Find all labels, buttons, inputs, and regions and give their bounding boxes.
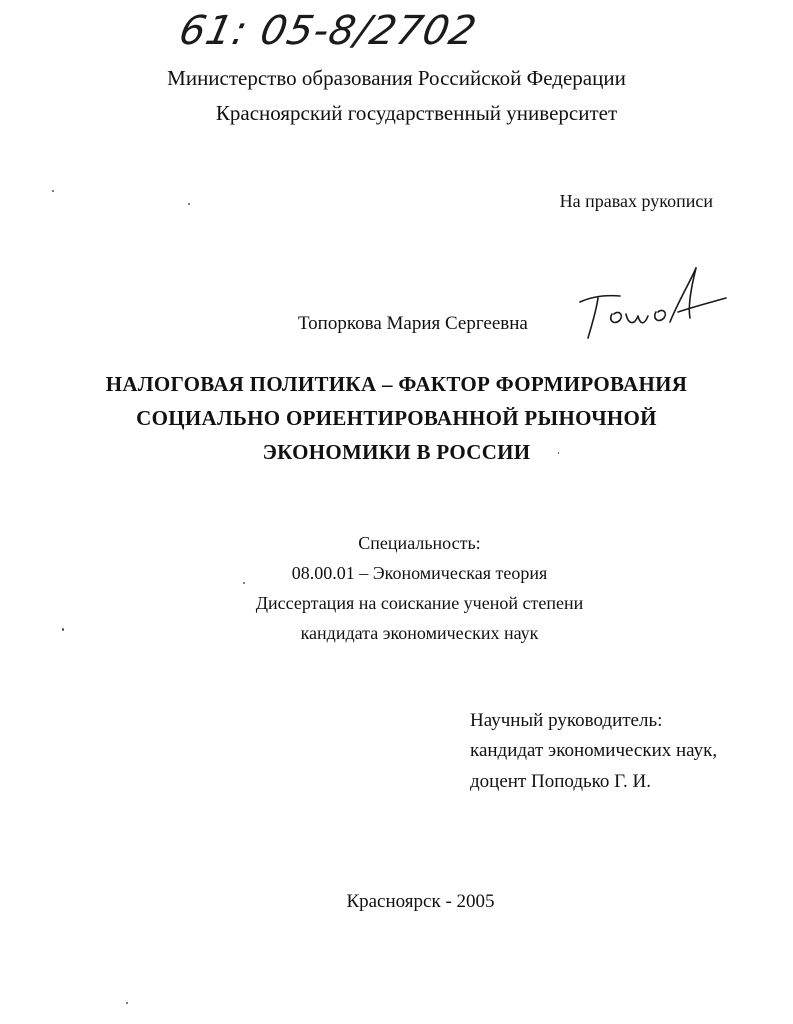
supervisor-degree: кандидат экономических наук, (470, 740, 718, 761)
ministry-name: Министерство образования Российской Федерации (167, 66, 626, 90)
scan-speck (188, 203, 190, 205)
supervisor-label: Научный руководитель: (470, 710, 663, 731)
scan-speck (52, 190, 54, 192)
scan-speck (243, 582, 245, 584)
specialty-label: Специальность: (358, 533, 481, 553)
scan-speck (558, 452, 559, 454)
author-signature-icon (578, 262, 728, 342)
author-name: Топоркова Мария Сергеевна (298, 313, 528, 334)
city-year: Красноярск - 2005 (346, 891, 495, 912)
archive-code-handwritten: 61: 05-8/2702 (175, 8, 482, 54)
manuscript-rights-note: На правах рукописи (559, 191, 713, 211)
university-name: Красноярский государственный университет (215, 101, 618, 125)
degree-line-1: Диссертация на соискание ученой степени (255, 593, 584, 613)
scan-speck (62, 628, 64, 631)
degree-line-2: кандидата экономических наук (300, 623, 539, 643)
title-line-3: ЭКОНОМИКИ В РОССИИ (262, 440, 531, 464)
title-line-1: НАЛОГОВАЯ ПОЛИТИКА – ФАКТОР ФОРМИРОВАНИЯ (105, 372, 688, 396)
supervisor-name: доцент Поподько Г. И. (470, 771, 651, 792)
scan-speck (126, 1002, 128, 1004)
title-line-2: СОЦИАЛЬНО ОРИЕНТИРОВАННОЙ РЫНОЧНОЙ (136, 406, 657, 430)
specialty-code: 08.00.01 – Экономическая теория (291, 563, 548, 583)
